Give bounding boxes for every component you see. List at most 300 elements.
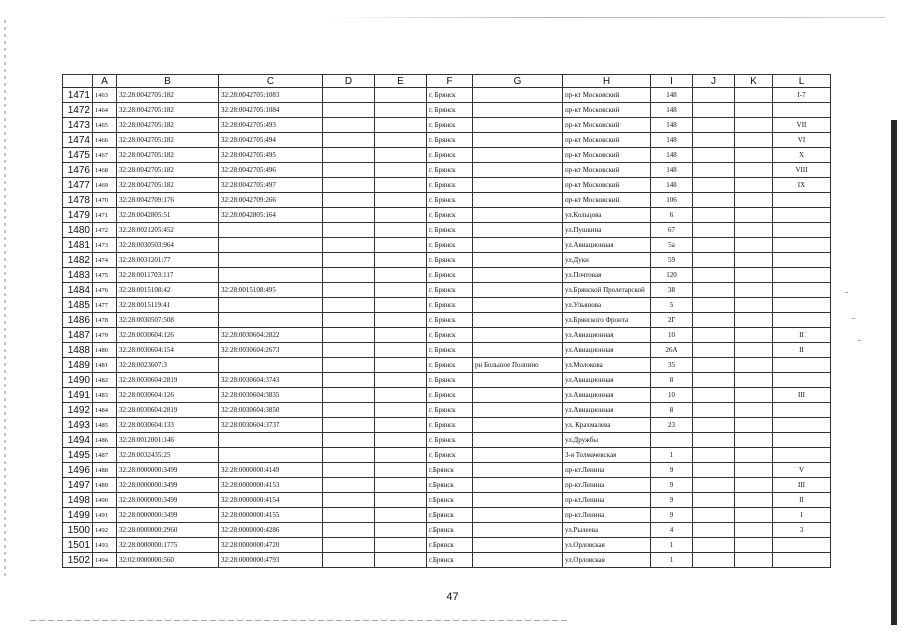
cell-j[interactable] <box>693 238 735 253</box>
cell-g[interactable] <box>473 223 563 238</box>
cell-l[interactable]: III <box>773 478 831 493</box>
cell-i[interactable]: 1 <box>651 538 693 553</box>
cell-g[interactable] <box>473 148 563 163</box>
cell-l[interactable] <box>773 403 831 418</box>
cell-g[interactable] <box>473 418 563 433</box>
cell-g[interactable] <box>473 163 563 178</box>
cell-a[interactable]: 1484 <box>93 403 117 418</box>
cell-i[interactable]: 8 <box>651 373 693 388</box>
column-header[interactable]: D <box>323 75 375 88</box>
cell-i[interactable]: 148 <box>651 148 693 163</box>
cell-l[interactable] <box>773 253 831 268</box>
cell-d[interactable] <box>323 118 375 133</box>
cell-e[interactable] <box>375 448 427 463</box>
row-header[interactable]: 1487 <box>63 328 93 343</box>
cell-l[interactable] <box>773 418 831 433</box>
row-header[interactable]: 1481 <box>63 238 93 253</box>
cell-b[interactable]: 32:28:0000000:3499 <box>117 493 219 508</box>
cell-j[interactable] <box>693 388 735 403</box>
cell-i[interactable]: 26А <box>651 343 693 358</box>
cell-g[interactable] <box>473 268 563 283</box>
cell-a[interactable]: 1463 <box>93 88 117 103</box>
cell-a[interactable]: 1478 <box>93 313 117 328</box>
cell-g[interactable] <box>473 283 563 298</box>
cell-c[interactable] <box>219 433 323 448</box>
cell-l[interactable] <box>773 193 831 208</box>
cell-g[interactable] <box>473 478 563 493</box>
cell-j[interactable] <box>693 118 735 133</box>
cell-k[interactable] <box>735 283 773 298</box>
cell-f[interactable]: г.Брянск <box>427 523 473 538</box>
cell-h[interactable]: пр-кт Московский <box>563 103 651 118</box>
cell-d[interactable] <box>323 538 375 553</box>
cell-e[interactable] <box>375 388 427 403</box>
cell-l[interactable] <box>773 208 831 223</box>
cell-c[interactable]: 32:28:0015108:495 <box>219 283 323 298</box>
cell-h[interactable]: пр-кт Московский <box>563 133 651 148</box>
cell-b[interactable]: 32:28:0021205:452 <box>117 223 219 238</box>
cell-g[interactable] <box>473 253 563 268</box>
cell-d[interactable] <box>323 328 375 343</box>
cell-d[interactable] <box>323 268 375 283</box>
cell-f[interactable]: г.Брянск <box>427 553 473 568</box>
cell-d[interactable] <box>323 403 375 418</box>
cell-l[interactable] <box>773 298 831 313</box>
cell-h[interactable]: ул.Орловская <box>563 538 651 553</box>
cell-a[interactable]: 1464 <box>93 103 117 118</box>
cell-f[interactable]: г. Брянск <box>427 223 473 238</box>
cell-c[interactable]: 32:28:0000000:4155 <box>219 508 323 523</box>
cell-l[interactable]: III <box>773 388 831 403</box>
cell-k[interactable] <box>735 493 773 508</box>
cell-d[interactable] <box>323 553 375 568</box>
cell-a[interactable]: 1473 <box>93 238 117 253</box>
column-header[interactable]: J <box>693 75 735 88</box>
cell-f[interactable]: г. Брянск <box>427 433 473 448</box>
row-header[interactable]: 1496 <box>63 463 93 478</box>
cell-a[interactable]: 1468 <box>93 163 117 178</box>
cell-g[interactable] <box>473 493 563 508</box>
cell-h[interactable]: ул.Дуки <box>563 253 651 268</box>
cell-k[interactable] <box>735 298 773 313</box>
cell-a[interactable]: 1466 <box>93 133 117 148</box>
cell-b[interactable]: 32:02:0000000:560 <box>117 553 219 568</box>
cell-b[interactable]: 32:28:0030503:964 <box>117 238 219 253</box>
cell-b[interactable]: 32:28:0023607:3 <box>117 358 219 373</box>
cell-c[interactable]: 32:28:0000000:4793 <box>219 553 323 568</box>
cell-e[interactable] <box>375 523 427 538</box>
cell-i[interactable]: 106 <box>651 193 693 208</box>
cell-b[interactable]: 32:28:0042705:182 <box>117 103 219 118</box>
cell-d[interactable] <box>323 433 375 448</box>
cell-e[interactable] <box>375 418 427 433</box>
row-header[interactable]: 1475 <box>63 148 93 163</box>
cell-f[interactable]: г.Брянск <box>427 493 473 508</box>
row-header[interactable]: 1477 <box>63 178 93 193</box>
cell-e[interactable] <box>375 298 427 313</box>
cell-h[interactable]: ул.Авиационная <box>563 388 651 403</box>
cell-d[interactable] <box>323 193 375 208</box>
cell-d[interactable] <box>323 238 375 253</box>
cell-k[interactable] <box>735 328 773 343</box>
cell-b[interactable]: 32:28:0030604:126 <box>117 388 219 403</box>
cell-a[interactable]: 1475 <box>93 268 117 283</box>
cell-l[interactable] <box>773 553 831 568</box>
cell-d[interactable] <box>323 298 375 313</box>
cell-h[interactable]: пр-кт.Ленина <box>563 478 651 493</box>
cell-k[interactable] <box>735 478 773 493</box>
cell-l[interactable]: X <box>773 148 831 163</box>
cell-d[interactable] <box>323 103 375 118</box>
row-header[interactable]: 1489 <box>63 358 93 373</box>
cell-h[interactable]: пр-кт.Ленина <box>563 463 651 478</box>
row-header[interactable]: 1474 <box>63 133 93 148</box>
cell-g[interactable] <box>473 538 563 553</box>
cell-e[interactable] <box>375 358 427 373</box>
cell-b[interactable]: 32:28:0000000:3499 <box>117 478 219 493</box>
cell-c[interactable] <box>219 268 323 283</box>
cell-f[interactable]: г. Брянск <box>427 448 473 463</box>
cell-h[interactable]: ул.Авиационная <box>563 328 651 343</box>
column-header[interactable]: G <box>473 75 563 88</box>
cell-e[interactable] <box>375 463 427 478</box>
cell-i[interactable]: 1 <box>651 448 693 463</box>
cell-k[interactable] <box>735 463 773 478</box>
cell-a[interactable]: 1467 <box>93 148 117 163</box>
cell-g[interactable] <box>473 433 563 448</box>
cell-c[interactable]: 32:28:0030604:2673 <box>219 343 323 358</box>
cell-c[interactable]: 32:28:0042705:494 <box>219 133 323 148</box>
cell-a[interactable]: 1493 <box>93 538 117 553</box>
row-header[interactable]: 1498 <box>63 493 93 508</box>
cell-j[interactable] <box>693 133 735 148</box>
cell-f[interactable]: г. Брянск <box>427 163 473 178</box>
cell-i[interactable]: 4 <box>651 523 693 538</box>
cell-i[interactable]: 9 <box>651 463 693 478</box>
cell-g[interactable] <box>473 193 563 208</box>
row-header[interactable]: 1472 <box>63 103 93 118</box>
cell-a[interactable]: 1485 <box>93 418 117 433</box>
cell-k[interactable] <box>735 418 773 433</box>
cell-k[interactable] <box>735 388 773 403</box>
cell-f[interactable]: г. Брянск <box>427 358 473 373</box>
cell-h[interactable]: ул.Авиационная <box>563 403 651 418</box>
cell-j[interactable] <box>693 358 735 373</box>
cell-k[interactable] <box>735 403 773 418</box>
cell-d[interactable] <box>323 373 375 388</box>
row-header[interactable]: 1485 <box>63 298 93 313</box>
cell-k[interactable] <box>735 553 773 568</box>
cell-e[interactable] <box>375 538 427 553</box>
cell-k[interactable] <box>735 88 773 103</box>
cell-l[interactable]: I <box>773 508 831 523</box>
cell-d[interactable] <box>323 133 375 148</box>
cell-b[interactable]: 32:28:0042705:182 <box>117 163 219 178</box>
cell-d[interactable] <box>323 223 375 238</box>
cell-j[interactable] <box>693 328 735 343</box>
cell-c[interactable] <box>219 223 323 238</box>
cell-j[interactable] <box>693 373 735 388</box>
cell-a[interactable]: 1471 <box>93 208 117 223</box>
cell-i[interactable]: 9 <box>651 493 693 508</box>
cell-i[interactable]: 67 <box>651 223 693 238</box>
cell-d[interactable] <box>323 208 375 223</box>
column-header[interactable]: K <box>735 75 773 88</box>
cell-j[interactable] <box>693 493 735 508</box>
cell-h[interactable]: ул.Орловская <box>563 553 651 568</box>
cell-g[interactable] <box>473 448 563 463</box>
cell-c[interactable]: 32:28:0000000:4149 <box>219 463 323 478</box>
cell-e[interactable] <box>375 313 427 328</box>
cell-b[interactable]: 32:28:0042705:182 <box>117 88 219 103</box>
cell-j[interactable] <box>693 433 735 448</box>
cell-e[interactable] <box>375 493 427 508</box>
row-header[interactable]: 1486 <box>63 313 93 328</box>
cell-g[interactable] <box>473 298 563 313</box>
cell-g[interactable] <box>473 388 563 403</box>
cell-f[interactable]: г. Брянск <box>427 148 473 163</box>
row-header[interactable]: 1488 <box>63 343 93 358</box>
cell-b[interactable]: 32:28:0030604:154 <box>117 343 219 358</box>
cell-b[interactable]: 32:28:0042805:51 <box>117 208 219 223</box>
cell-i[interactable]: 148 <box>651 133 693 148</box>
cell-k[interactable] <box>735 523 773 538</box>
cell-g[interactable] <box>473 523 563 538</box>
cell-f[interactable]: г. Брянск <box>427 283 473 298</box>
cell-i[interactable]: 148 <box>651 178 693 193</box>
cell-d[interactable] <box>323 283 375 298</box>
cell-j[interactable] <box>693 253 735 268</box>
cell-b[interactable]: 32:28:0032435:25 <box>117 448 219 463</box>
cell-j[interactable] <box>693 403 735 418</box>
cell-k[interactable] <box>735 208 773 223</box>
column-header[interactable]: H <box>563 75 651 88</box>
cell-c[interactable]: 32:28:0030604:3737 <box>219 418 323 433</box>
row-header[interactable]: 1473 <box>63 118 93 133</box>
cell-a[interactable]: 1483 <box>93 388 117 403</box>
cell-j[interactable] <box>693 163 735 178</box>
cell-k[interactable] <box>735 538 773 553</box>
cell-e[interactable] <box>375 208 427 223</box>
cell-b[interactable]: 32:28:0011703:117 <box>117 268 219 283</box>
cell-a[interactable]: 1469 <box>93 178 117 193</box>
cell-h[interactable]: ул.Пушкина <box>563 223 651 238</box>
cell-l[interactable] <box>773 313 831 328</box>
cell-e[interactable] <box>375 223 427 238</box>
cell-l[interactable] <box>773 538 831 553</box>
cell-e[interactable] <box>375 253 427 268</box>
cell-c[interactable]: 32:28:0042705:496 <box>219 163 323 178</box>
cell-f[interactable]: г. Брянск <box>427 313 473 328</box>
cell-f[interactable]: г. Брянск <box>427 388 473 403</box>
cell-f[interactable]: г. Брянск <box>427 193 473 208</box>
cell-f[interactable]: г. Брянск <box>427 343 473 358</box>
cell-c[interactable]: 32:28:0042709:266 <box>219 193 323 208</box>
cell-f[interactable]: г. Брянск <box>427 178 473 193</box>
cell-c[interactable]: 32:28:0042805:164 <box>219 208 323 223</box>
column-header[interactable]: C <box>219 75 323 88</box>
row-header[interactable]: 1501 <box>63 538 93 553</box>
cell-a[interactable]: 1492 <box>93 523 117 538</box>
cell-d[interactable] <box>323 493 375 508</box>
column-header[interactable]: F <box>427 75 473 88</box>
row-header[interactable]: 1492 <box>63 403 93 418</box>
cell-l[interactable]: V <box>773 463 831 478</box>
cell-g[interactable] <box>473 178 563 193</box>
cell-e[interactable] <box>375 238 427 253</box>
cell-l[interactable]: II <box>773 343 831 358</box>
cell-e[interactable] <box>375 283 427 298</box>
cell-k[interactable] <box>735 343 773 358</box>
cell-d[interactable] <box>323 478 375 493</box>
row-header[interactable]: 1500 <box>63 523 93 538</box>
row-header[interactable]: 1484 <box>63 283 93 298</box>
cell-f[interactable]: г. Брянск <box>427 373 473 388</box>
cell-g[interactable] <box>473 133 563 148</box>
cell-i[interactable]: 1 <box>651 553 693 568</box>
cell-g[interactable] <box>473 118 563 133</box>
cell-g[interactable] <box>473 88 563 103</box>
cell-b[interactable]: 32:28:0000000:3499 <box>117 463 219 478</box>
cell-a[interactable]: 1472 <box>93 223 117 238</box>
cell-d[interactable] <box>323 253 375 268</box>
cell-i[interactable]: 9 <box>651 478 693 493</box>
cell-l[interactable]: IX <box>773 178 831 193</box>
cell-h[interactable]: пр-кт Московский <box>563 163 651 178</box>
cell-c[interactable]: 32:28:0000000:4286 <box>219 523 323 538</box>
cell-i[interactable]: 38 <box>651 283 693 298</box>
cell-f[interactable]: г. Брянск <box>427 133 473 148</box>
cell-a[interactable]: 1481 <box>93 358 117 373</box>
cell-b[interactable]: 32:28:0042705:182 <box>117 133 219 148</box>
cell-j[interactable] <box>693 208 735 223</box>
cell-b[interactable]: 32:28:0030604:133 <box>117 418 219 433</box>
cell-a[interactable]: 1474 <box>93 253 117 268</box>
cell-j[interactable] <box>693 313 735 328</box>
cell-c[interactable]: 32:28:0030604:2822 <box>219 328 323 343</box>
cell-b[interactable]: 32:28:0042705:182 <box>117 178 219 193</box>
cell-l[interactable] <box>773 283 831 298</box>
cell-k[interactable] <box>735 238 773 253</box>
cell-j[interactable] <box>693 343 735 358</box>
cell-f[interactable]: г.Брянск <box>427 508 473 523</box>
cell-g[interactable] <box>473 103 563 118</box>
row-header[interactable]: 1478 <box>63 193 93 208</box>
cell-j[interactable] <box>693 88 735 103</box>
row-header[interactable]: 1479 <box>63 208 93 223</box>
cell-d[interactable] <box>323 343 375 358</box>
cell-c[interactable] <box>219 238 323 253</box>
cell-e[interactable] <box>375 193 427 208</box>
cell-f[interactable]: г.Брянск <box>427 538 473 553</box>
cell-j[interactable] <box>693 418 735 433</box>
cell-a[interactable]: 1482 <box>93 373 117 388</box>
cell-b[interactable]: 32:28:0012001:146 <box>117 433 219 448</box>
row-header[interactable]: 1495 <box>63 448 93 463</box>
cell-l[interactable] <box>773 373 831 388</box>
row-header[interactable]: 1494 <box>63 433 93 448</box>
cell-h[interactable]: ул.Кольцова <box>563 208 651 223</box>
cell-b[interactable]: 32:28:0042705:182 <box>117 148 219 163</box>
cell-d[interactable] <box>323 448 375 463</box>
cell-c[interactable]: 32:28:0030604:3743 <box>219 373 323 388</box>
row-header[interactable]: 1490 <box>63 373 93 388</box>
cell-d[interactable] <box>323 508 375 523</box>
cell-i[interactable]: 10 <box>651 328 693 343</box>
cell-k[interactable] <box>735 508 773 523</box>
cell-g[interactable] <box>473 328 563 343</box>
cell-i[interactable]: 5 <box>651 298 693 313</box>
cell-j[interactable] <box>693 553 735 568</box>
cell-f[interactable]: г. Брянск <box>427 253 473 268</box>
cell-c[interactable]: 32:28:0030604:3850 <box>219 403 323 418</box>
cell-e[interactable] <box>375 118 427 133</box>
cell-e[interactable] <box>375 343 427 358</box>
cell-h[interactable]: ул.Брянского Фронта <box>563 313 651 328</box>
cell-g[interactable] <box>473 373 563 388</box>
cell-b[interactable]: 32:28:0015108:42 <box>117 283 219 298</box>
cell-e[interactable] <box>375 553 427 568</box>
cell-l[interactable]: VII <box>773 118 831 133</box>
cell-i[interactable]: 5а <box>651 238 693 253</box>
cell-d[interactable] <box>323 523 375 538</box>
cell-k[interactable] <box>735 358 773 373</box>
cell-i[interactable] <box>651 433 693 448</box>
column-header[interactable]: I <box>651 75 693 88</box>
cell-f[interactable]: г. Брянск <box>427 238 473 253</box>
cell-k[interactable] <box>735 253 773 268</box>
cell-l[interactable] <box>773 103 831 118</box>
cell-j[interactable] <box>693 283 735 298</box>
cell-e[interactable] <box>375 508 427 523</box>
row-header[interactable]: 1471 <box>63 88 93 103</box>
cell-h[interactable]: ул.Авиационная <box>563 238 651 253</box>
cell-l[interactable]: 3 <box>773 523 831 538</box>
cell-i[interactable]: 59 <box>651 253 693 268</box>
cell-a[interactable]: 1476 <box>93 283 117 298</box>
cell-g[interactable] <box>473 208 563 223</box>
cell-f[interactable]: г. Брянск <box>427 403 473 418</box>
cell-f[interactable]: г. Брянск <box>427 418 473 433</box>
cell-h[interactable]: ул.Рылеева <box>563 523 651 538</box>
cell-h[interactable]: ул.Ульянова <box>563 298 651 313</box>
cell-e[interactable] <box>375 403 427 418</box>
cell-f[interactable]: г. Брянск <box>427 118 473 133</box>
column-header[interactable]: L <box>773 75 831 88</box>
cell-i[interactable]: 23 <box>651 418 693 433</box>
cell-k[interactable] <box>735 133 773 148</box>
cell-i[interactable]: 148 <box>651 103 693 118</box>
column-header[interactable]: A <box>93 75 117 88</box>
cell-h[interactable]: ул.Почтовая <box>563 268 651 283</box>
cell-h[interactable]: ул.Брянской Пролетарской <box>563 283 651 298</box>
cell-j[interactable] <box>693 463 735 478</box>
cell-h[interactable]: пр-кт Московский <box>563 118 651 133</box>
cell-f[interactable]: г. Брянск <box>427 328 473 343</box>
cell-b[interactable]: 32:28:0000000:2960 <box>117 523 219 538</box>
cell-g[interactable] <box>473 403 563 418</box>
column-header[interactable]: B <box>117 75 219 88</box>
cell-k[interactable] <box>735 223 773 238</box>
cell-c[interactable]: 32:28:0042705:493 <box>219 118 323 133</box>
cell-b[interactable]: 32:28:0042705:182 <box>117 118 219 133</box>
cell-e[interactable] <box>375 103 427 118</box>
cell-f[interactable]: г. Брянск <box>427 268 473 283</box>
cell-c[interactable] <box>219 358 323 373</box>
cell-j[interactable] <box>693 223 735 238</box>
cell-k[interactable] <box>735 148 773 163</box>
cell-d[interactable] <box>323 388 375 403</box>
